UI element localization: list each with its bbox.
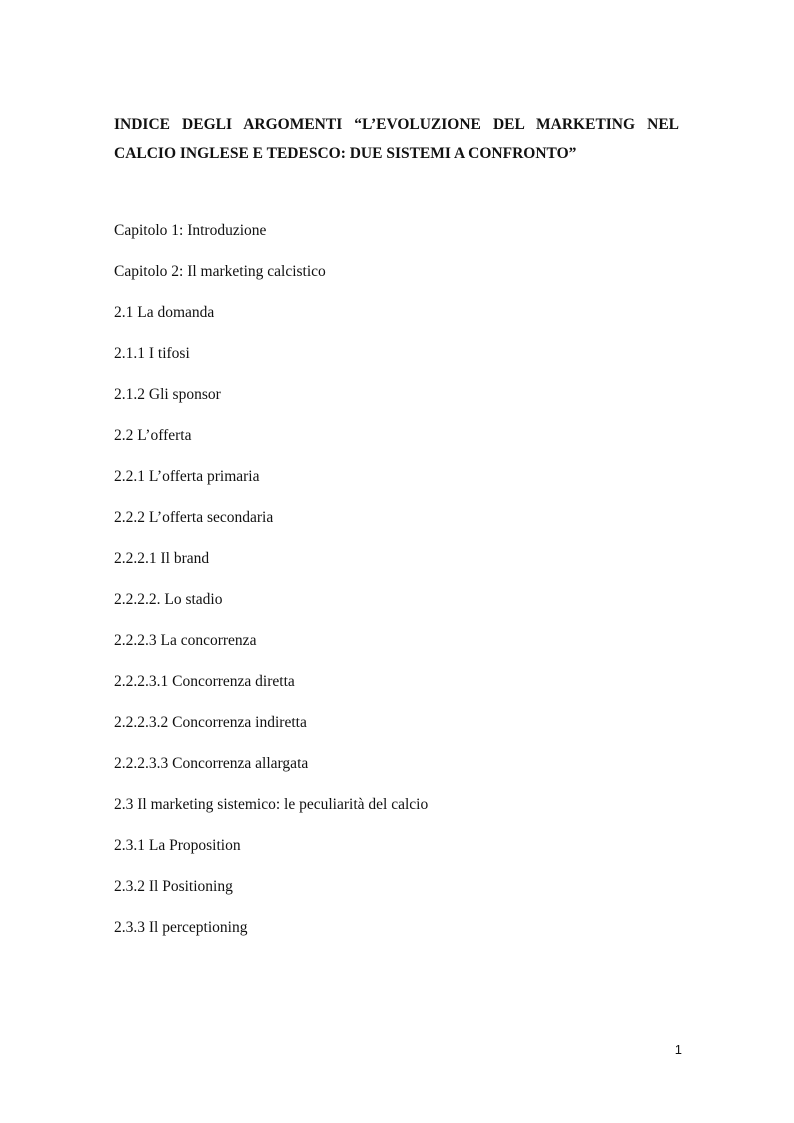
table-of-contents — [114, 219, 428, 957]
toc-entry: 2.2.2.3.2 Concorrenza indiretta — [114, 714, 307, 731]
toc-entry: 2.3.3 Il perceptioning — [114, 919, 248, 936]
toc-entry: 2.1.1 I tifosi — [114, 345, 190, 362]
toc-entry: 2.2.2.1 Il brand — [114, 550, 210, 567]
toc-entry: Capitolo 1: Introduzione — [114, 222, 267, 239]
toc-entry: 2.3 Il marketing sistemico: le peculiarità del calcio — [114, 796, 429, 813]
toc-entry: 2.1.2 Gli sponsor — [114, 386, 221, 403]
title-line-1: INDICE DEGLI ARGOMENTI “L’EVOLUZIONE DEL MARKETING NEL — [114, 116, 679, 133]
toc-entry: 2.2.2 L’offerta secondaria — [114, 509, 274, 526]
toc-entry: 2.3.1 La Proposition — [114, 837, 241, 854]
toc-entry: 2.1 La domanda — [114, 304, 215, 321]
toc-entry: 2.2.2.2. Lo stadio — [114, 591, 223, 608]
title-line-2: CALCIO INGLESE E TEDESCO: DUE SISTEMI A CONFRONTO” — [114, 145, 577, 162]
toc-entry: 2.2.2.3.1 Concorrenza diretta — [114, 673, 295, 690]
toc-entry: 2.2.2.3 La concorrenza — [114, 632, 257, 649]
toc-entry: 2.3.2 Il Positioning — [114, 878, 233, 895]
toc-entry: 2.2 L’offerta — [114, 427, 192, 444]
page-number: 1 — [674, 1042, 682, 1057]
document-title — [114, 110, 679, 168]
toc-entry: 2.2.2.3.3 Concorrenza allargata — [114, 755, 309, 772]
toc-entry: Capitolo 2: Il marketing calcistico — [114, 263, 326, 280]
toc-entry: 2.2.1 L’offerta primaria — [114, 468, 260, 485]
